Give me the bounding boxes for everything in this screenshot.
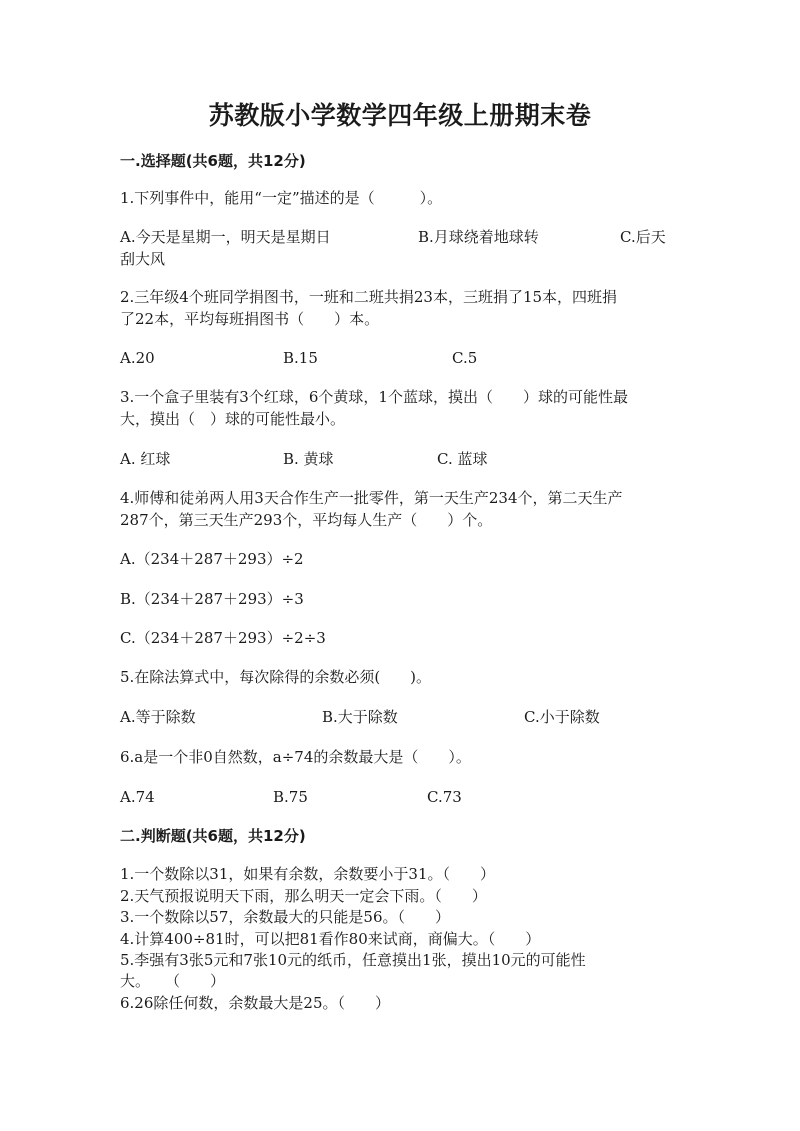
- q6-option-a: A.74: [120, 788, 155, 806]
- question-2-line-1: 2.三年级4个班同学捐图书，一班和二班共捐23本，三班捐了15本，四班捐: [120, 288, 618, 306]
- question-6: 6.a是一个非0自然数，a÷74的余数最大是（ ）。: [120, 748, 471, 766]
- section-heading-choice: 一.选择题(共6题，共12分): [120, 152, 306, 170]
- judgment-5-line-1: 5.李强有3张5元和7张10元的纸币，任意摸出1张，摸出10元的可能性: [120, 951, 586, 969]
- q1-option-c-continued: 刮大风: [120, 250, 166, 268]
- question-3: [120, 386, 682, 430]
- q1-option-c: C.后天: [620, 228, 666, 246]
- question-2-line-2: 了22本，平均每班捐图书（ ）本。: [120, 310, 380, 328]
- q6-option-c: C.73: [427, 788, 462, 806]
- q4-option-b: B.（234＋287＋293）÷3: [120, 590, 304, 608]
- question-4: [120, 487, 682, 531]
- judgment-3: 3.一个数除以57，余数最大的只能是56。（ ）: [120, 908, 450, 926]
- q6-option-b: B.75: [273, 788, 308, 806]
- q3-option-c: C. 蓝球: [437, 450, 488, 468]
- q3-option-b: B. 黄球: [283, 450, 334, 468]
- judgment-5: [120, 950, 682, 992]
- question-2: [120, 286, 682, 330]
- q1-option-b: B.月球绕着地球转: [418, 228, 539, 246]
- q4-option-c: C.（234＋287＋293）÷2÷3: [120, 629, 326, 647]
- question-4-line-2: 287个，第三天生产293个，平均每人生产（ ）个。: [120, 511, 493, 529]
- question-4-line-1: 4.师傅和徒弟两人用3天合作生产一批零件，第一天生产234个，第二天生产: [120, 489, 623, 507]
- q4-option-a: A.（234＋287＋293）÷2: [120, 550, 304, 568]
- judgment-6: 6.26除任何数，余数最大是25。（ ）: [120, 994, 390, 1012]
- judgment-1: 1.一个数除以31，如果有余数，余数要小于31。（ ）: [120, 865, 495, 883]
- q2-option-a: A.20: [120, 349, 155, 367]
- question-3-line-1: 3.一个盒子里装有3个红球，6个黄球，1个蓝球，摸出（ ）球的可能性最: [120, 388, 628, 406]
- section-heading-judgment: 二.判断题(共6题，共12分): [120, 827, 306, 845]
- q2-option-b: B.15: [283, 349, 318, 367]
- judgment-2: 2.天气预报说明天下雨，那么明天一定会下雨。（ ）: [120, 887, 487, 905]
- question-1: 1.下列事件中，能用“一定”描述的是（ ）。: [120, 189, 443, 207]
- question-3-line-2: 大，摸出（ ）球的可能性最小。: [120, 410, 346, 428]
- exam-title: 苏教版小学数学四年级上册期末卷: [208, 101, 592, 130]
- judgment-5-line-2: 大。 （ ）: [120, 972, 226, 990]
- q1-option-a: A.今天是星期一，明天是星期日: [120, 228, 331, 246]
- q5-option-b: B.大于除数: [322, 708, 398, 726]
- q3-option-a: A. 红球: [120, 450, 171, 468]
- judgment-4: 4.计算400÷81时，可以把81看作80来试商，商偏大。（ ）: [120, 930, 541, 948]
- q5-option-c: C.小于除数: [524, 708, 600, 726]
- question-5: 5.在除法算式中，每次除得的余数必须( )。: [120, 668, 432, 686]
- q5-option-a: A.等于除数: [120, 708, 196, 726]
- q2-option-c: C.5: [452, 349, 478, 367]
